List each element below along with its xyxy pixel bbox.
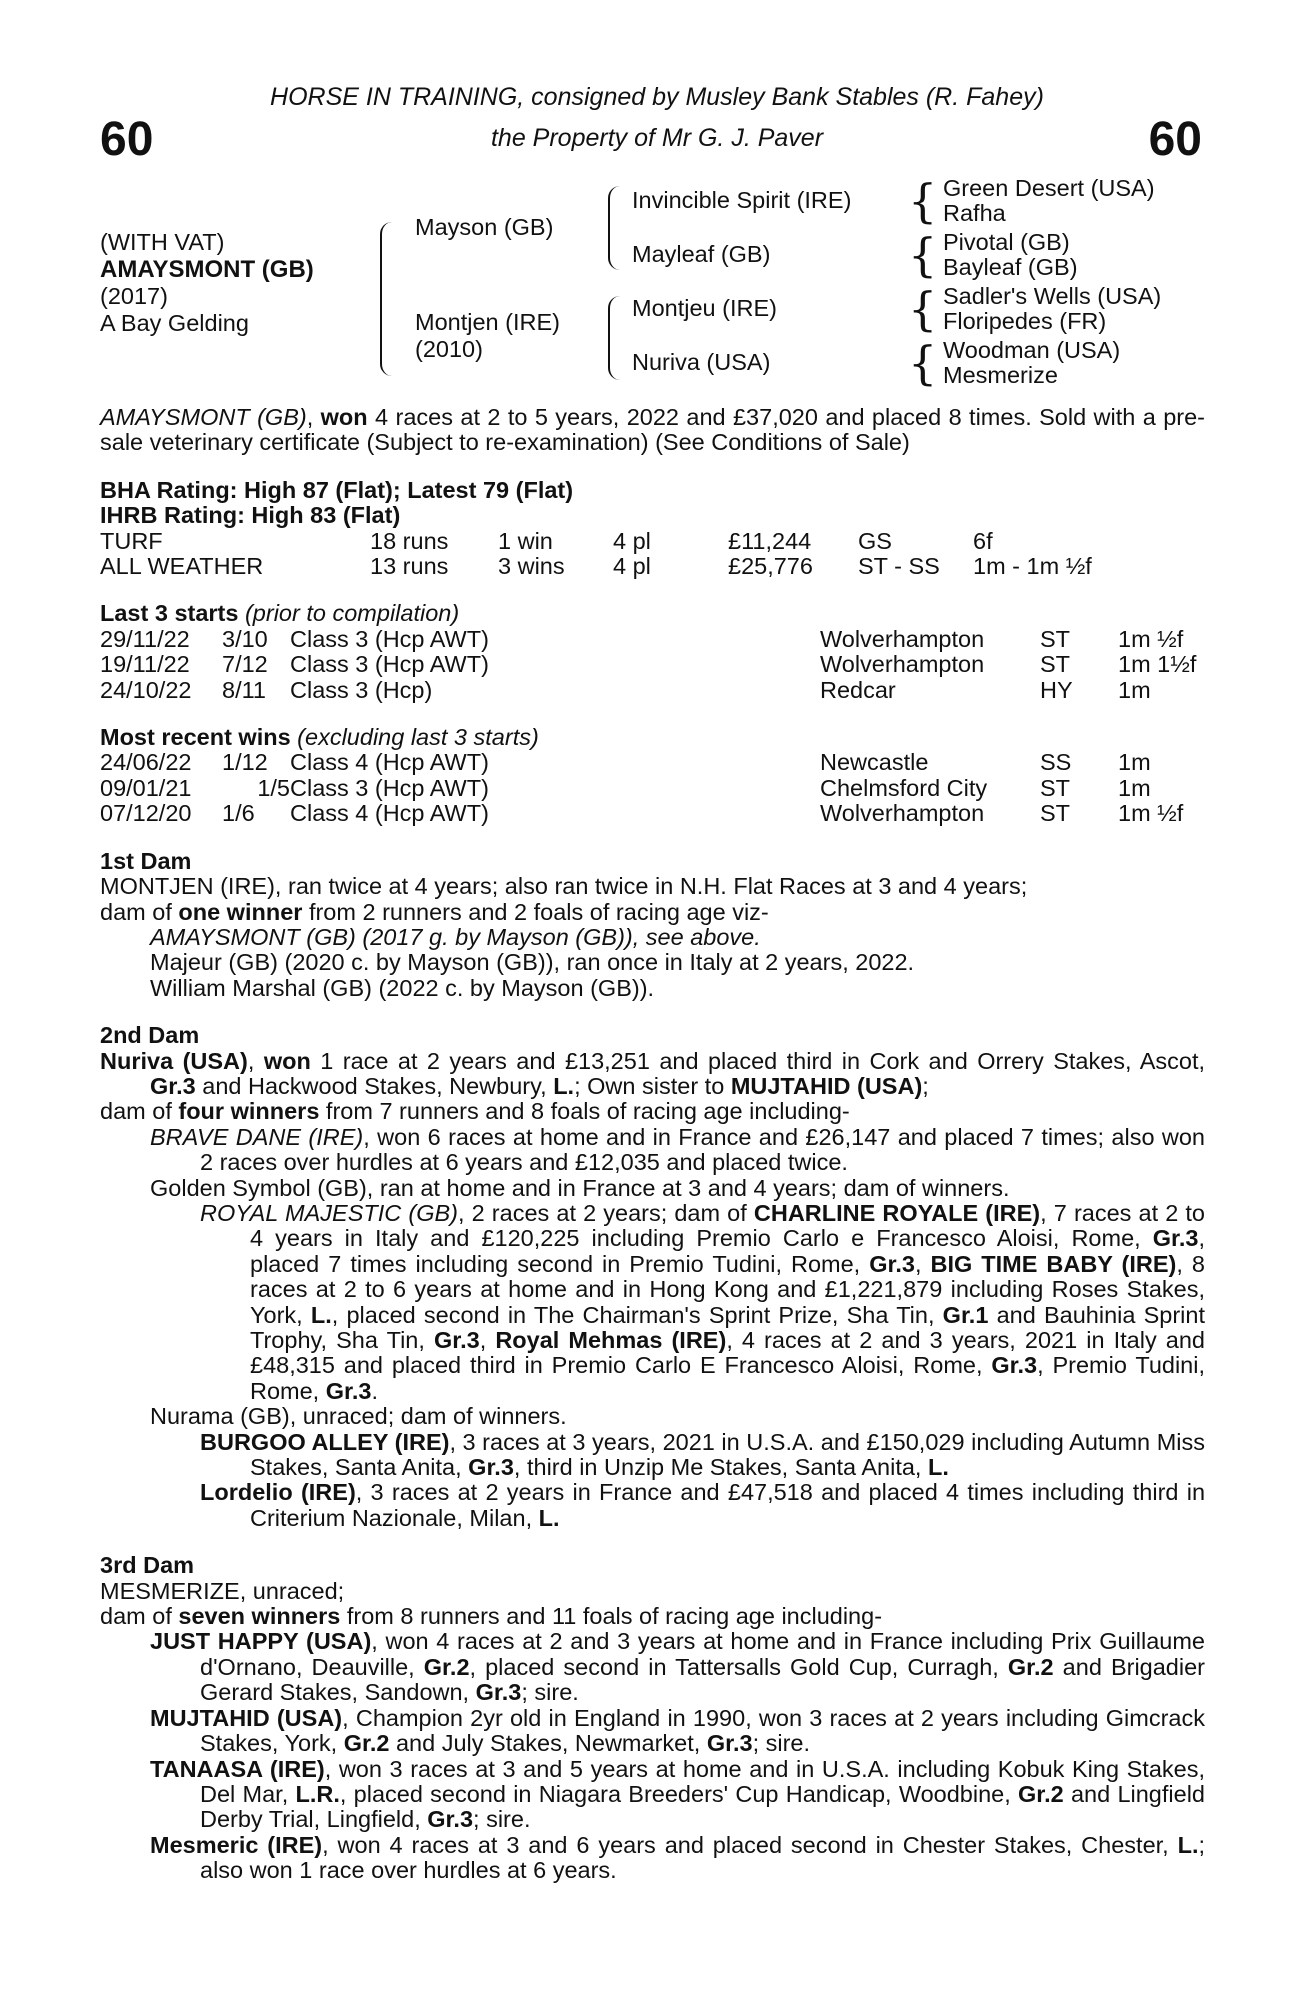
- foal-mesmeric: Mesmeric (IRE), won 4 races at 3 and 6 years and placed second in Chester Stakes, Chester, L.; also won 1 race over hurdles at 6 years.: [150, 1831, 1206, 1884]
- last-3-starts: [100, 601, 1205, 703]
- ratings-block: [100, 478, 1205, 580]
- most-recent-wins: [100, 725, 1205, 827]
- first-dam-line: MONTJEN (IRE), ran twice at 4 years; also ran twice in N.H. Flat Races at 3 and 4 years;: [100, 873, 1028, 900]
- race-summary: [100, 405, 1205, 456]
- ratings-row-aw: [100, 554, 1205, 579]
- second-dam-line: Nuriva (USA), won 1 race at 2 years and £13,251 and placed third in Cork and Orrery Stakes, Ascot, Gr.3 and Hackwood Stakes, Newbury, L.; Own sister to MUJTAHID (USA);: [100, 1047, 1206, 1099]
- foal-golden-symbol: Golden Symbol (GB), ran at home and in France at 3 and 4 years; dam of winners.: [150, 1174, 1010, 1201]
- third-dam-section: [100, 1553, 1205, 1883]
- pedigree-dss: Sadler's Wells (USA): [943, 283, 1162, 309]
- pedigree-dsd: Floripedes (FR): [943, 308, 1107, 334]
- race-class: Class 3 (Hcp): [290, 676, 433, 703]
- going: GS: [858, 527, 892, 554]
- pedigree-dds: Woodman (USA): [943, 337, 1121, 363]
- consignor-line: HORSE IN TRAINING, consigned by Musley Bank Stables (R. Fahey): [270, 83, 1044, 111]
- lot-number-right: 60: [1148, 113, 1202, 166]
- course: Wolverhampton: [820, 651, 985, 678]
- foal-just-happy: JUST HAPPY (USA), won 4 races at 2 and 3 years at home and in France including Prix Guillaume d'Ornano, Deauville, Gr.2, placed second in Tattersalls Gold Cup, Curragh, Gr.2 and Brigadier Gerard Stakes, Sandown, Gr.3; sire.: [150, 1628, 1205, 1706]
- pedigree-dam: Montjen (IRE): [415, 309, 560, 335]
- summary-horse-name: AMAYSMONT (GB): [100, 404, 307, 430]
- race-class: Class 3 (Hcp AWT): [290, 651, 489, 678]
- foal-lordelio: Lordelio (IRE), 3 races at 2 years in France and £47,518 and placed 4 times including third in Criterium Nazionale, Milan, L.: [200, 1479, 1206, 1531]
- pedigree-brace-main: [380, 222, 392, 376]
- prize-money: £11,244: [728, 527, 812, 554]
- foal-mujtahid: MUJTAHID (USA), Champion 2yr old in England in 1990, won 3 races at 2 years including Gimcrack Stakes, York, Gr.2 and July Stakes, Newmarket, Gr.3; sire.: [150, 1704, 1205, 1757]
- wins: 3 wins: [498, 553, 565, 580]
- third-dam-line: MESMERIZE, unraced;: [100, 1577, 345, 1604]
- going: ST: [1040, 651, 1071, 678]
- start-row: [100, 627, 1205, 652]
- start-row: [100, 678, 1205, 703]
- course: Wolverhampton: [820, 625, 985, 652]
- date: 09/01/21: [100, 774, 192, 801]
- pedigree-brace-dam: [608, 296, 620, 380]
- second-dam-produce: dam of four winners from 7 runners and 8 foals of racing age including-: [100, 1098, 850, 1125]
- race-class: Class 3 (Hcp AWT): [290, 774, 489, 801]
- distance: 1m: [1118, 749, 1151, 776]
- pedigree-sds: Pivotal (GB): [943, 229, 1070, 255]
- first-dam-foal: Majeur (GB) (2020 c. by Mayson (GB)), ran once in Italy at 2 years, 2022.: [150, 949, 915, 976]
- course: Chelmsford City: [820, 774, 988, 801]
- summary-won: won: [320, 404, 368, 430]
- lot-number-left: 60: [100, 113, 154, 166]
- distance: 1m ½f: [1118, 625, 1184, 652]
- going: SS: [1040, 749, 1072, 776]
- pedigree-sire: Mayson (GB): [415, 214, 554, 240]
- distance: 1m - 1m ½f: [973, 553, 1092, 580]
- placed: 4 pl: [613, 553, 651, 580]
- race-class: Class 4 (Hcp AWT): [290, 800, 489, 827]
- foal-brave-dane: BRAVE DANE (IRE), won 6 races at home and in France and £26,147 and placed 7 times; also won 2 races over hurdles at 6 years and £12,035 and placed twice.: [150, 1123, 1206, 1176]
- distance: 1m: [1118, 676, 1151, 703]
- first-dam-title: 1st Dam: [100, 847, 192, 874]
- pedigree-sdd: Bayleaf (GB): [943, 254, 1078, 280]
- pedigree-brace-ss: {: [908, 174, 938, 228]
- foal-burgoo-alley: BURGOO ALLEY (IRE), 3 races at 3 years, 2021 in U.S.A. and £150,029 including Autumn Miss Stakes, Santa Anita, Gr.3, third in Unzip Me Stakes, Santa Anita, L.: [200, 1428, 1205, 1481]
- pedigree-dam-dam: Nuriva (USA): [632, 349, 771, 375]
- position: 1/6: [222, 800, 255, 827]
- summary-text: 4 races at 2 to 5 years, 2022 and £37,020 and placed 8 times. Sold with a pre-sale veterinary certificate (Subject to re-examination) (See Conditions of Sale): [100, 404, 1206, 456]
- pedigree-ssd: Rafha: [943, 200, 1006, 226]
- position: 7/12: [222, 651, 268, 678]
- pedigree-sss: Green Desert (USA): [943, 175, 1155, 201]
- pedigree-dam-sire: Montjeu (IRE): [632, 295, 777, 321]
- horse-name: AMAYSMONT (GB): [100, 256, 314, 283]
- horse-year: (2017): [100, 283, 168, 309]
- win-row: [100, 801, 1205, 826]
- prize-money: £25,776: [728, 553, 813, 580]
- distance: 1m ½f: [1118, 800, 1184, 827]
- second-dam-title: 2nd Dam: [100, 1022, 200, 1049]
- wins-title: Most recent wins: [100, 724, 291, 751]
- wins: 1 win: [498, 527, 553, 554]
- surface: ALL WEATHER: [100, 553, 264, 580]
- position: 8/11: [222, 676, 266, 703]
- pedigree-brace-ds: {: [908, 282, 938, 336]
- first-dam-foal: William Marshal (GB) (2022 c. by Mayson (GB)).: [150, 974, 655, 1001]
- first-dam-section: [100, 849, 1205, 1001]
- foal-tanaasa: TANAASA (IRE), won 3 races at 3 and 5 years at home and in U.S.A. including Kobuk King Stakes, Del Mar, L.R., placed second in Niagara Breeders' Cup Handicap, Woodbine, Gr.2 and Lingfield Derby Trial, Lingfield, Gr.3; sire.: [150, 1755, 1206, 1833]
- third-dam-produce: dam of seven winners from 8 runners and 11 foals of racing age including-: [100, 1603, 883, 1630]
- date: 24/06/22: [100, 749, 192, 776]
- catalogue-body: [100, 405, 1205, 1884]
- pedigree-sire-dam: Mayleaf (GB): [632, 241, 771, 267]
- position: 3/10: [222, 625, 268, 652]
- distance: 6f: [973, 527, 993, 554]
- going: ST: [1040, 774, 1071, 801]
- position: 1/5: [257, 774, 290, 801]
- pedigree-dam-year: (2010): [415, 336, 483, 362]
- runs: 18 runs: [370, 527, 449, 554]
- third-dam-title: 3rd Dam: [100, 1552, 195, 1579]
- horse-description: A Bay Gelding: [100, 310, 249, 336]
- pedigree-ddd: Mesmerize: [943, 362, 1058, 388]
- start-row: [100, 652, 1205, 677]
- distance: 1m 1½f: [1118, 651, 1197, 678]
- foal-nurama: Nurama (GB), unraced; dam of winners.: [150, 1403, 567, 1430]
- pedigree-brace-sd: {: [908, 228, 938, 282]
- summary-sep: ,: [306, 404, 321, 430]
- win-row: [100, 750, 1205, 775]
- ihrb-rating: IHRB Rating: High 83 (Flat): [100, 502, 401, 529]
- pedigree-sire-sire: Invincible Spirit (IRE): [632, 187, 852, 213]
- first-dam-produce: dam of one winner from 2 runners and 2 foals of racing age viz-: [100, 898, 769, 925]
- placed: 4 pl: [613, 527, 651, 554]
- going: ST: [1040, 625, 1071, 652]
- distance: 1m: [1118, 774, 1151, 801]
- date: 29/11/22: [100, 625, 190, 652]
- position: 1/12: [222, 749, 268, 776]
- pedigree-brace-sire: [608, 186, 620, 270]
- wins-note: (excluding last 3 starts): [290, 724, 539, 751]
- last3-title: Last 3 starts: [100, 600, 239, 627]
- date: 19/11/22: [100, 651, 190, 678]
- going: HY: [1040, 676, 1073, 703]
- course: Redcar: [820, 676, 896, 703]
- surface: TURF: [100, 527, 163, 554]
- last3-note: (prior to compilation): [238, 600, 460, 627]
- runs: 13 runs: [370, 553, 449, 580]
- race-class: Class 3 (Hcp AWT): [290, 625, 489, 652]
- course: Wolverhampton: [820, 800, 985, 827]
- win-row: [100, 776, 1205, 801]
- vat-label: (WITH VAT): [100, 229, 225, 255]
- foal-royal-majestic: ROYAL MAJESTIC (GB), 2 races at 2 years; dam of CHARLINE ROYALE (IRE), 7 races at 2 to 4 years in Italy and £120,225 including Premio Carlo e Francesco Aloisi, Rome, Gr.3, placed 7 times including second in Premio Tudini, Rome, Gr.3, BIG TIME BABY (IRE), 8 races at 2 to 6 years at home and in Hong Kong and £1,221,879 including Roses Stakes, York, L., placed second in The Chairman's Sprint Prize, Sha Tin, Gr.1 and Bauhinia Sprint Trophy, Sha Tin, Gr.3, Royal Mehmas (IRE), 4 races at 2 and 3 years, 2021 in Italy and £48,315 and placed third in Premio Carlo E Francesco Aloisi, Rome, Gr.3, Premio Tudini, Rome, Gr.3.: [200, 1199, 1205, 1404]
- date: 24/10/22: [100, 676, 192, 703]
- course: Newcastle: [820, 749, 929, 776]
- date: 07/12/20: [100, 800, 192, 827]
- going: ST: [1040, 800, 1071, 827]
- property-line: the Property of Mr G. J. Paver: [490, 124, 824, 152]
- ratings-row-turf: [100, 529, 1205, 554]
- second-dam-section: [100, 1023, 1205, 1531]
- bha-rating: BHA Rating: High 87 (Flat); Latest 79 (Flat): [100, 476, 574, 503]
- first-dam-foal: AMAYSMONT (GB) (2017 g. by Mayson (GB)), see above.: [150, 923, 761, 950]
- pedigree-brace-dd: {: [908, 336, 938, 390]
- race-class: Class 4 (Hcp AWT): [290, 749, 489, 776]
- going: ST - SS: [858, 553, 940, 580]
